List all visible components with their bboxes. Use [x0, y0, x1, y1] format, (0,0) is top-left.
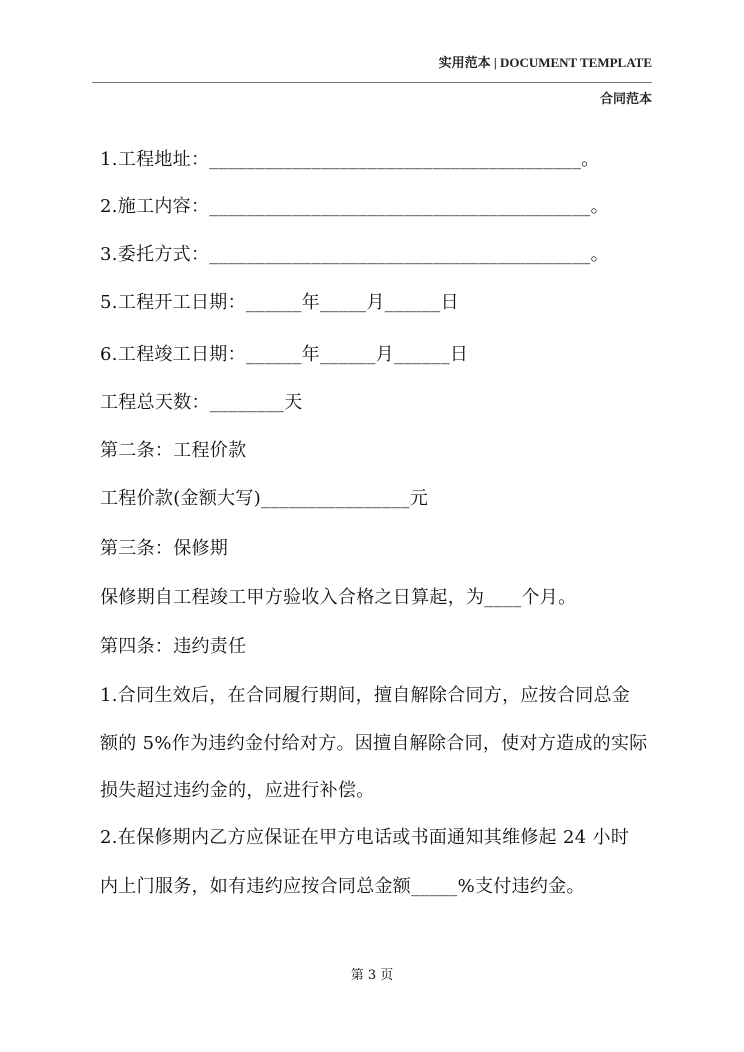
- field-total-days: 工程总天数：________天: [100, 392, 303, 413]
- section-heading-warranty: 第三条：保修期: [100, 538, 229, 559]
- field-construction-content: 2.施工内容：_________________________________________。: [100, 196, 609, 217]
- paragraph-liability-2-line1: 2.在保修期内乙方应保证在甲方电话或书面通知其维修起 24 小时: [100, 827, 630, 848]
- header-divider: [92, 82, 652, 83]
- field-project-address: 1.工程地址：________________________________________。: [100, 149, 600, 170]
- paragraph-liability-1-line1: 1.合同生效后，在合同履行期间，擅自解除合同方，应按合同总金: [100, 685, 631, 706]
- field-commission-method: 3.委托方式：_________________________________________。: [100, 244, 609, 265]
- section-heading-price: 第二条：工程价款: [100, 440, 247, 461]
- section-heading-liability: 第四条：违约责任: [100, 636, 247, 657]
- paragraph-liability-1-line2: 额的 5%作为违约金付给对方。因擅自解除合同，使对方造成的实际: [100, 733, 648, 754]
- paragraph-liability-2-line2: 内上门服务，如有违约应按合同总金额_____%支付违约金。: [100, 876, 585, 897]
- field-start-date: 5.工程开工日期：______年_____月______日: [100, 292, 459, 313]
- header-subtitle: 合同范本: [599, 91, 652, 106]
- field-price-amount: 工程价款(金额大写)________________元: [100, 488, 429, 509]
- header-title: 实用范本 | DOCUMENT TEMPLATE: [438, 55, 652, 70]
- field-completion-date: 6.工程竣工日期：______年______月______日: [100, 344, 469, 365]
- page-number: 第 3 页: [350, 968, 394, 983]
- paragraph-warranty: 保修期自工程竣工甲方验收入合格之日算起，为____个月。: [100, 587, 577, 608]
- paragraph-liability-1-line3: 损失超过违约金的，应进行补偿。: [100, 780, 375, 801]
